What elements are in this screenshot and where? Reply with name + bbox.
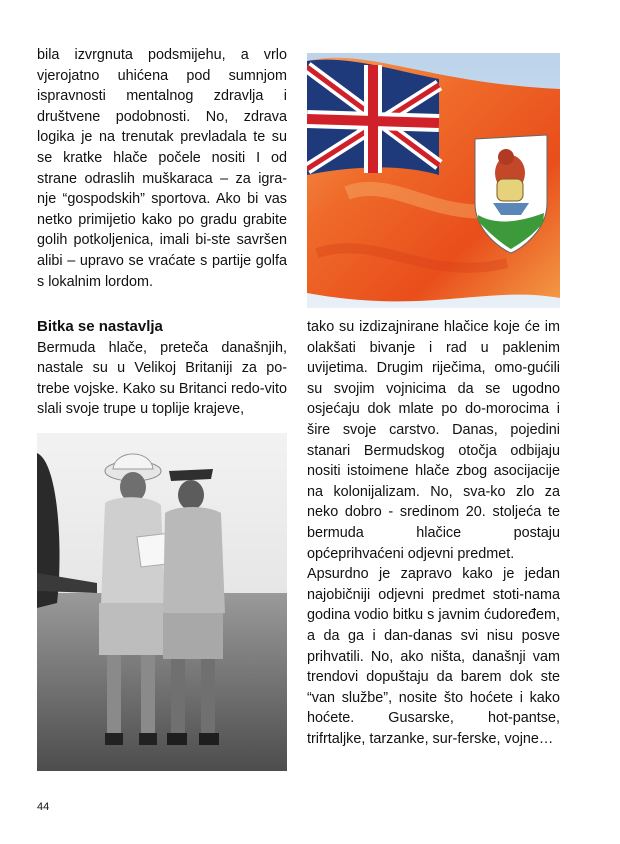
soldiers-photo — [37, 433, 287, 771]
bermuda-flag-image — [307, 53, 560, 308]
section-heading: Bitka se nastavlja — [37, 318, 163, 335]
top-left-column — [37, 45, 287, 292]
right-column — [307, 317, 560, 749]
bermuda-flag-illustration-icon — [307, 53, 560, 308]
intro-paragraph: bila izvrgnuta podsmijehu, a vrlo vjerojatno uhićena pod sumnjom ispravnosti mentalnog zdravlja i društvene podobnosti. No, zdrava logika je na trenutak prevladala te su se kratke hlače počele nositi I od strane odraslih muškaraca – za igra-nje “gospodskih” sportova. Ako bi vas netko primijetio kako po gradu grabite golih potkoljenica, imali bi-ste savršen alibi – upravo se vraćate s partije golfa s lokalnim lordom. — [37, 47, 287, 290]
page-number: 44 — [37, 801, 50, 813]
soldiers-bw-photo-icon — [37, 433, 287, 771]
section-paragraph-left: Bermuda hlače, preteča današnjih, nastale su u Velikoj Britaniji za po-trebe vojske. Kako su Britanci redo-vito slali svoje trupe u toplije krajeve, — [37, 339, 287, 418]
section-paragraph-right-2: Apsurdno je zapravo kako je jedan najobičniji odjevni predmet stoti-nama godina vodio bitku s javnim ćudoređem, a da ga i dan-danas svi nisu posve prihvatili. No, ako ništa, današnji vam trendovi dopuštaju da barem dok ste “van službe”, nosite što hoćete i kako hoćete. Gusarske, hot-pantse, trifrtaljke, tarzanke, sur-ferske, vojne… — [307, 566, 560, 747]
section-paragraph-right-1: tako su izdizajnirane hlačice koje će im olakšati bivanje i rad u paklenim uvijetima. Drugim riječima, omo-gućili su svojim vojnicima da se ugodno osjećaju dok mlate po do-morocima i šire svoje carstvo. Danas, pojedini stanari Bermudskog otočja odbijaju nositi istoimene hlače zbog asocijacije na kolonijalizam. No, sva-ko zlo za neko dobro - sredinom 20. stoljeća te bermuda hlačice postaju općeprihvaćeni odjevni predmet. — [307, 319, 560, 562]
bottom-left-column — [37, 317, 287, 420]
